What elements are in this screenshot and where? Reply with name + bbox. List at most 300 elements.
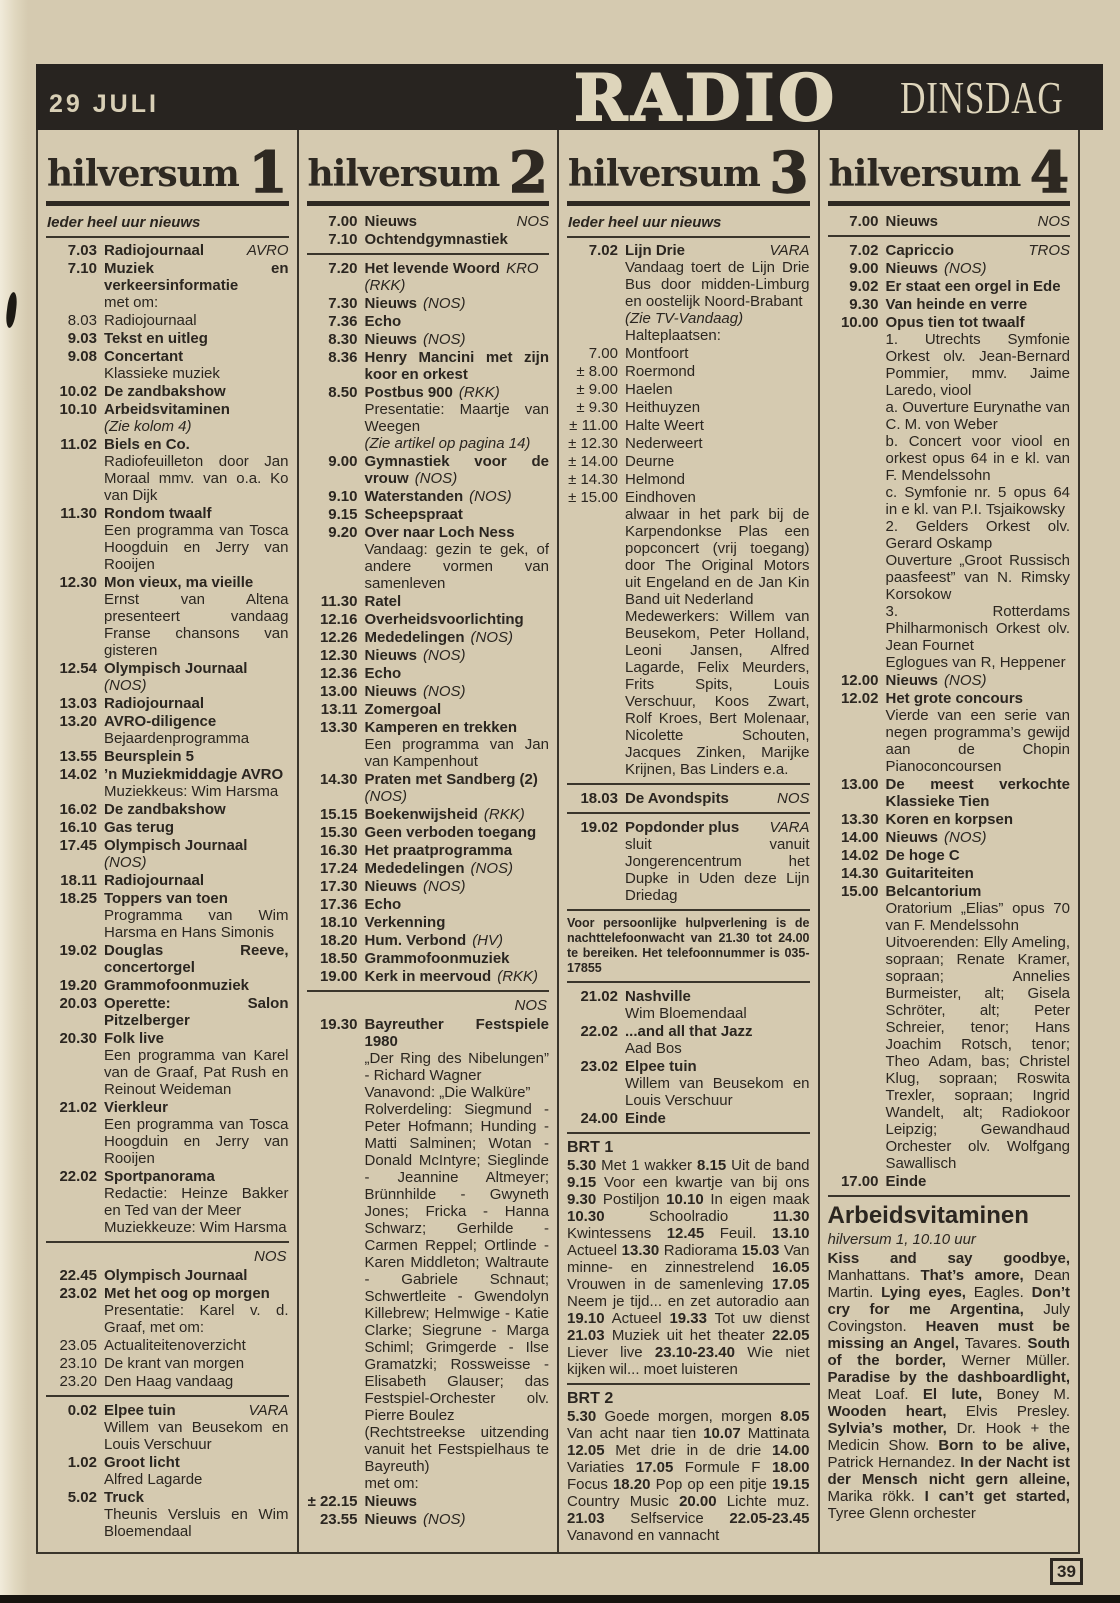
program-title: Popdonder plus bbox=[625, 819, 740, 836]
program-title-line bbox=[104, 505, 289, 522]
program-time: 18.20 bbox=[319, 932, 358, 949]
program-time: 9.20 bbox=[328, 524, 358, 541]
program-title: Nieuws bbox=[364, 1493, 418, 1510]
program-time: 9.15 bbox=[328, 506, 358, 523]
summary-text: Met drie in de drie bbox=[604, 1442, 772, 1459]
program-entry bbox=[567, 453, 810, 470]
program-title-line bbox=[625, 471, 810, 488]
program-title-line bbox=[365, 1493, 550, 1510]
program-entry bbox=[46, 348, 289, 382]
program-time: 18.50 bbox=[319, 950, 358, 967]
program-title-line bbox=[365, 647, 550, 664]
program-time: 18.11 bbox=[60, 872, 97, 889]
summary-text: Uit de band bbox=[726, 1157, 810, 1174]
channel-number: 3 bbox=[769, 140, 809, 206]
program-title: Kerk in meervoud bbox=[364, 968, 492, 985]
program-entry bbox=[567, 345, 810, 362]
program-title-line bbox=[365, 860, 550, 877]
program-entry bbox=[46, 1099, 289, 1167]
program-entry bbox=[46, 1337, 289, 1354]
program-source-note: (NOS) bbox=[423, 683, 466, 700]
program-title: Ochtendgymnastiek bbox=[364, 231, 508, 248]
broadcaster-tag: NOS bbox=[776, 790, 810, 807]
program-details bbox=[104, 890, 289, 941]
page-header bbox=[36, 61, 1103, 136]
program-time: 8.30 bbox=[328, 331, 358, 348]
program-entry bbox=[828, 278, 1071, 295]
summary-text: In eigen maak bbox=[703, 1191, 810, 1208]
program-time: 23.05 bbox=[59, 1337, 97, 1354]
program-details bbox=[104, 713, 289, 747]
program-title-line bbox=[365, 295, 550, 312]
program-title-line bbox=[886, 278, 1071, 295]
program-entry bbox=[307, 1493, 550, 1510]
program-title: Roermond bbox=[625, 363, 696, 380]
program-title: Koren en korpsen bbox=[885, 811, 1014, 828]
program-description: met om: bbox=[104, 294, 159, 311]
program-title-line bbox=[365, 1016, 550, 1050]
program-title: Nieuws bbox=[364, 295, 418, 312]
summary-time-or-title: 13.30 bbox=[621, 1242, 660, 1259]
program-description: Uitvoerenden: Elly Ameling, sopraan; Renate Kramer, sopraan; Annelies Burmeister, alt; Gisela Schröter, alt; Peter Schreier, tenor; Hans Joachim Rotsch, tenor; Theo Adam, bas; Christel Klug, sopraan; Roswita Trexler, sopraan; Ingrid Wandelt, alt; Radiokoor Leipzig; Gewandhaud Orchester olv. Wolfgang Sawallisch bbox=[885, 934, 1070, 1172]
program-entry bbox=[828, 213, 1071, 230]
program-details bbox=[104, 401, 289, 435]
program-details bbox=[886, 811, 1071, 828]
program-details bbox=[365, 313, 550, 330]
program-title-line bbox=[625, 1058, 810, 1075]
program-time: 0.02 bbox=[67, 1402, 97, 1419]
program-details bbox=[365, 1493, 550, 1510]
program-entry bbox=[46, 890, 289, 941]
program-details bbox=[104, 1373, 289, 1390]
program-title-line bbox=[104, 872, 289, 889]
summary-time-or-title: 23.10-23.40 bbox=[654, 1344, 735, 1361]
program-details bbox=[365, 719, 550, 770]
program-title: Het praatprogramma bbox=[364, 842, 513, 859]
program-description: Oratorium „Elias” opus 70 van F. Mendelssohn bbox=[885, 900, 1070, 934]
program-time: 9.30 bbox=[849, 296, 879, 313]
program-description: a. Ouverture Eurynathe van C. M. von Weber bbox=[885, 399, 1070, 433]
program-title-line bbox=[365, 824, 550, 841]
program-description: (NOS) bbox=[104, 854, 147, 871]
program-details bbox=[886, 314, 1071, 671]
program-title: Sportpanorama bbox=[104, 1168, 215, 1185]
program-source-note: (NOS) bbox=[423, 647, 466, 664]
summary-text: Pop op een pitje bbox=[650, 1476, 772, 1493]
program-time: 13.03 bbox=[59, 695, 97, 712]
program-time: ± 11.00 bbox=[569, 417, 618, 434]
summary-time-or-title: Don’t cry for me Argentina, bbox=[827, 1284, 1070, 1318]
program-title: Truck bbox=[104, 1489, 145, 1506]
program-details bbox=[886, 213, 1071, 230]
program-title-line bbox=[365, 611, 550, 628]
program-entry bbox=[567, 1110, 810, 1127]
summary-time-or-title: Kiss and say goodbye, bbox=[827, 1250, 1070, 1267]
program-details bbox=[365, 878, 550, 895]
program-description: Een programma van Tosca Hoogduin en Jerry van Rooijen bbox=[104, 1116, 289, 1167]
program-time: ± 22.15 bbox=[307, 1493, 358, 1510]
program-details bbox=[104, 1454, 289, 1488]
program-entry bbox=[567, 399, 810, 416]
program-title: Rondom twaalf bbox=[104, 505, 212, 522]
program-entry bbox=[46, 1168, 289, 1236]
program-title: Mededelingen bbox=[364, 860, 465, 877]
program-time: 1.02 bbox=[67, 1454, 97, 1471]
program-time: 16.10 bbox=[59, 819, 97, 836]
program-details bbox=[104, 1285, 289, 1336]
broadcaster-tag: TROS bbox=[1028, 242, 1070, 259]
program-description: Programma van Wim Harsma en Hans Simonis bbox=[104, 907, 289, 941]
program-source-note: (NOS) bbox=[423, 1511, 466, 1528]
program-entry bbox=[46, 1402, 289, 1453]
program-details bbox=[625, 988, 810, 1022]
program-time: 22.02 bbox=[59, 1168, 97, 1185]
program-title-line bbox=[104, 1454, 289, 1471]
program-entry bbox=[307, 1016, 550, 1492]
program-title: Eindhoven bbox=[625, 489, 696, 506]
program-time: 12.00 bbox=[840, 672, 879, 689]
program-time: 7.10 bbox=[328, 231, 358, 248]
program-time: 13.55 bbox=[59, 748, 97, 765]
summary-time-or-title: 17.05 bbox=[771, 1276, 810, 1293]
program-title-line bbox=[625, 489, 810, 506]
program-time: 23.55 bbox=[319, 1511, 358, 1528]
program-time: 23.02 bbox=[59, 1285, 97, 1302]
program-details bbox=[886, 776, 1071, 810]
summary-text: Dean Martin. bbox=[827, 1267, 1070, 1301]
program-time: 9.08 bbox=[67, 348, 97, 365]
program-entry bbox=[46, 401, 289, 435]
program-time: 19.20 bbox=[59, 977, 97, 994]
program-description: Willem van Beusekom en Louis Verschuur bbox=[625, 1075, 810, 1109]
program-entry bbox=[307, 806, 550, 823]
program-time: 23.20 bbox=[59, 1373, 97, 1390]
summary-text: Actueel bbox=[567, 1242, 622, 1259]
program-title: Toppers van toen bbox=[104, 890, 228, 907]
program-title-line bbox=[104, 977, 289, 994]
summary-text: July Covingston. bbox=[827, 1301, 1070, 1335]
channel-listing-hilversum-1 bbox=[46, 213, 289, 1541]
program-title-line bbox=[886, 213, 1071, 230]
broadcaster-tag: NOS bbox=[516, 213, 549, 230]
program-entry bbox=[828, 296, 1071, 313]
program-source-note: (NOS) bbox=[469, 488, 512, 505]
program-source-note: (NOS) bbox=[470, 629, 514, 646]
program-title: Nashville bbox=[625, 988, 691, 1005]
program-time: 7.20 bbox=[328, 260, 358, 277]
program-title-line bbox=[625, 790, 810, 807]
program-title: Boekenwijsheid bbox=[364, 806, 478, 823]
program-title-line bbox=[365, 896, 550, 913]
program-entry bbox=[46, 1373, 289, 1390]
program-title-line bbox=[886, 811, 1071, 828]
summary-time-or-title: 10.30 bbox=[567, 1208, 605, 1225]
program-details bbox=[365, 950, 550, 967]
program-source-note: (NOS) bbox=[423, 331, 466, 348]
program-entry bbox=[46, 330, 289, 347]
program-title-line bbox=[104, 766, 289, 783]
program-details bbox=[886, 1173, 1071, 1190]
program-title-line bbox=[365, 453, 550, 487]
summary-time-or-title: 18.00 bbox=[771, 1459, 810, 1476]
program-details bbox=[104, 1402, 289, 1453]
program-details bbox=[625, 363, 810, 380]
program-title: Ratel bbox=[364, 593, 402, 610]
program-details bbox=[104, 660, 289, 694]
broadcaster-tag: NOS bbox=[253, 1248, 287, 1265]
program-details bbox=[104, 312, 289, 329]
program-entry bbox=[46, 1355, 289, 1372]
program-title-line bbox=[104, 695, 289, 712]
summary-time-or-title: 10.10 bbox=[666, 1191, 704, 1208]
program-details bbox=[104, 1489, 289, 1540]
summary-time-or-title: El lute, bbox=[922, 1386, 983, 1403]
program-title: Waterstanden bbox=[364, 488, 464, 505]
program-time: ± 14.00 bbox=[568, 453, 618, 470]
program-title-line bbox=[104, 1337, 289, 1354]
program-time: 12.02 bbox=[840, 690, 879, 707]
summary-text: Werner Müller. bbox=[945, 1352, 1070, 1369]
program-details bbox=[625, 1058, 810, 1109]
broadcaster-tag: VARA bbox=[769, 242, 810, 259]
program-time: 7.02 bbox=[588, 242, 618, 259]
program-title: Radiojournaal bbox=[104, 872, 205, 889]
program-title: Arbeidsvitaminen bbox=[104, 401, 230, 418]
program-time: 8.50 bbox=[328, 384, 358, 401]
program-title-line bbox=[104, 1489, 289, 1506]
program-entry bbox=[46, 1267, 289, 1284]
program-entry bbox=[46, 837, 289, 871]
program-entry bbox=[46, 505, 289, 573]
program-title: Olympisch Journaal bbox=[104, 837, 248, 854]
program-entry bbox=[46, 1489, 289, 1540]
program-description: Een programma van Tosca Hoogduin en Jerry van Rooijen bbox=[104, 522, 289, 573]
program-details bbox=[625, 453, 810, 470]
program-source-note: (RKK) bbox=[458, 384, 500, 401]
program-details bbox=[625, 399, 810, 416]
program-details bbox=[104, 1355, 289, 1372]
program-details bbox=[365, 349, 550, 383]
program-title-line bbox=[104, 1402, 289, 1419]
summary-time-or-title: 9.30 bbox=[567, 1191, 597, 1208]
channel-header-hilversum-1 bbox=[46, 138, 289, 206]
program-entry bbox=[46, 1454, 289, 1488]
program-title: Olympisch Journaal bbox=[104, 1267, 248, 1284]
summary-text: Postiljon bbox=[596, 1191, 667, 1208]
summary-time-or-title: 12.05 bbox=[567, 1442, 605, 1459]
program-title: Einde bbox=[885, 1173, 927, 1190]
program-title: Met het oog op morgen bbox=[104, 1285, 270, 1302]
program-title-line bbox=[886, 260, 1071, 277]
summary-time-or-title: Born to be alive, bbox=[938, 1437, 1070, 1454]
program-title-line bbox=[104, 660, 289, 677]
channel-number: 1 bbox=[248, 140, 288, 206]
program-time: 16.02 bbox=[59, 801, 97, 818]
program-time: 13.00 bbox=[319, 683, 358, 700]
summary-text: Tavares. bbox=[959, 1335, 1028, 1352]
summary-time-or-title: 9.15 bbox=[567, 1174, 597, 1191]
page-left-margin bbox=[0, 0, 28, 1603]
program-title-line bbox=[104, 1030, 289, 1047]
program-details bbox=[365, 683, 550, 700]
summary-time-or-title: 11.30 bbox=[772, 1208, 810, 1225]
program-title-line bbox=[886, 865, 1071, 882]
program-description: Vandaag toert de Lijn Drie Bus door midden-Limburg en oostelijk Noord-Brabant bbox=[625, 259, 810, 310]
day-label: DINSDAG bbox=[899, 73, 1063, 123]
program-entry bbox=[46, 942, 289, 976]
program-title: Kamperen en trekken bbox=[364, 719, 518, 736]
program-time: 14.02 bbox=[840, 847, 879, 864]
program-time: 13.00 bbox=[840, 776, 879, 793]
channel-name: hilversum bbox=[828, 153, 1021, 195]
program-details bbox=[104, 695, 289, 712]
program-title: Gas terug bbox=[104, 819, 175, 836]
program-source-note: (NOS) bbox=[944, 672, 987, 689]
divider-rule bbox=[46, 1241, 289, 1243]
program-title: Tekst en uitleg bbox=[104, 330, 208, 347]
summary-time-or-title: 5.30 bbox=[567, 1408, 597, 1425]
program-description: (Zie kolom 4) bbox=[104, 418, 192, 435]
program-source-note: (RKK) bbox=[497, 968, 539, 985]
program-entry bbox=[828, 690, 1071, 775]
program-title-line bbox=[365, 878, 550, 895]
program-title: Nieuws bbox=[885, 829, 939, 846]
program-title-line bbox=[365, 313, 550, 330]
summary-text: Van minne- en zinnestrelend bbox=[567, 1242, 810, 1276]
channel-number: 4 bbox=[1030, 140, 1069, 206]
program-entry bbox=[307, 488, 550, 505]
summary-time-or-title: Sylvia’s mother, bbox=[827, 1420, 947, 1437]
program-title: Olympisch Journaal bbox=[104, 660, 248, 677]
program-title: Grammofoonmuziek bbox=[104, 977, 250, 994]
program-title-line bbox=[625, 435, 810, 452]
section-heading: BRT 1 bbox=[567, 1139, 614, 1156]
program-entry bbox=[46, 695, 289, 712]
program-entry bbox=[828, 829, 1071, 846]
program-title: Gymnastiek voor de vrouw bbox=[364, 453, 549, 487]
program-time: 20.03 bbox=[59, 995, 97, 1012]
program-title: Nieuws bbox=[364, 683, 418, 700]
divider-rule bbox=[567, 783, 810, 785]
summary-text: Dr. Hook + the Medicin Show. bbox=[827, 1420, 1070, 1454]
program-entry bbox=[307, 260, 550, 294]
program-title: Heithuyzen bbox=[625, 399, 701, 416]
program-entry bbox=[567, 1023, 810, 1057]
program-title-line bbox=[625, 363, 810, 380]
program-title-line bbox=[104, 260, 289, 294]
program-description: Aad Bos bbox=[625, 1040, 682, 1057]
program-details bbox=[104, 977, 289, 994]
program-title-line bbox=[365, 719, 550, 736]
program-title-line bbox=[104, 1285, 289, 1302]
program-entry bbox=[46, 383, 289, 400]
program-entry bbox=[46, 1030, 289, 1098]
program-entry bbox=[307, 968, 550, 985]
program-details bbox=[104, 748, 289, 765]
program-entry bbox=[828, 776, 1071, 810]
program-source-note: (NOS) bbox=[414, 470, 458, 487]
program-title-line bbox=[365, 524, 550, 541]
program-description: sluit vanuit Jongerencentrum het Dupke in Uden deze Lijn Driedag bbox=[625, 836, 810, 904]
program-details bbox=[886, 278, 1071, 295]
program-source-note: (NOS) bbox=[944, 260, 987, 277]
channel-header-hilversum-2 bbox=[307, 138, 550, 206]
program-details bbox=[365, 914, 550, 931]
channel-listing-hilversum-3 bbox=[567, 213, 810, 1544]
program-title: Overheidsvoorlichting bbox=[364, 611, 524, 628]
broadcaster-tag: AVRO bbox=[246, 242, 289, 259]
program-title: Einde bbox=[625, 1110, 666, 1127]
program-time: 8.36 bbox=[328, 349, 358, 366]
program-title: Vierkleur bbox=[104, 1099, 168, 1116]
helpline-note: Voor persoonlijke hulpverlening is de nachttelefoonwacht van 21.30 tot 24.00 te bereiken. Het telefoonnummer is 035-17855 bbox=[567, 916, 810, 975]
program-time: 9.00 bbox=[328, 453, 358, 470]
program-description: Rolverdeling: Siegmund - Peter Hofmann; Hunding - Matti Salminen; Wotan - Donald McIntyre; Sieglinde - Jeannine Altmeyer; Brünnhilde - Gwyneth Jones; Fricka - Hanna Schwarz; Gerhilde - Carmen Reppel; Ortlinde - Karen Middleton; Waltraute - Gabriele Schnaut; Schwertleite - Gwendolyn Killebrew; Helmwige - Katie Clarke; Siegrune - Marga Schiml; Grimgerde - Ilse Gramatzki; Rossweisse - Elisabeth Glauser; das Festspiel-Orchester olv. Pierre Boulez bbox=[364, 1101, 549, 1424]
program-description: c. Symfonie nr. 5 opus 64 in e kl. van P.I. Tsjaikowsky bbox=[885, 484, 1070, 518]
program-source-note: (HV) bbox=[472, 932, 504, 949]
program-time: 7.36 bbox=[328, 313, 358, 330]
program-title-line bbox=[365, 771, 550, 788]
program-description: Een programma van Karel van de Graaf, Pat Rush en Reinout Weideman bbox=[104, 1047, 289, 1098]
program-title-line bbox=[625, 453, 810, 470]
program-title: Er staat een orgel in Ede bbox=[885, 278, 1061, 295]
program-title-line bbox=[104, 1168, 289, 1185]
program-entry bbox=[307, 665, 550, 682]
program-entry bbox=[307, 506, 550, 523]
program-time: 14.30 bbox=[840, 865, 879, 882]
program-title-line bbox=[886, 242, 1071, 259]
program-entry bbox=[307, 331, 550, 348]
program-title-line bbox=[625, 988, 810, 1005]
summary-time-or-title: Paradise by the dashboardlight, bbox=[827, 1369, 1070, 1386]
program-entry bbox=[46, 260, 289, 311]
program-title: Bayreuther Festspiele 1980 bbox=[364, 1016, 549, 1050]
page-bottom-edge bbox=[0, 1595, 1120, 1603]
program-details bbox=[886, 296, 1071, 313]
summary-text: Kwintessens bbox=[567, 1225, 667, 1242]
summary-time-or-title: 22.05-23.45 bbox=[729, 1510, 810, 1527]
program-details bbox=[365, 771, 550, 805]
summary-text: Meat Loaf. bbox=[827, 1386, 923, 1403]
summary-text: Schoolradio bbox=[604, 1208, 773, 1225]
program-details bbox=[365, 842, 550, 859]
program-details bbox=[104, 574, 289, 659]
broadcaster-tag: VARA bbox=[769, 819, 810, 836]
program-entry bbox=[46, 574, 289, 659]
program-entry bbox=[828, 1173, 1071, 1190]
page-number: 39 bbox=[1050, 1558, 1083, 1585]
program-time: 5.02 bbox=[67, 1489, 97, 1506]
summary-time-or-title: Heaven must be missing an Angel, bbox=[827, 1318, 1070, 1352]
program-time: 12.26 bbox=[319, 629, 358, 646]
program-description: Theunis Versluis en Wim Bloemendaal bbox=[104, 1506, 289, 1540]
program-details bbox=[365, 1511, 550, 1528]
program-title: Muziek en verkeersinformatie bbox=[104, 260, 289, 294]
program-entry bbox=[567, 417, 810, 434]
program-title: Nieuws bbox=[885, 260, 939, 277]
program-entry bbox=[307, 349, 550, 383]
section-subtitle: hilversum 1, 10.10 uur bbox=[827, 1231, 976, 1248]
program-entry bbox=[567, 790, 810, 807]
program-entry bbox=[46, 660, 289, 694]
program-title-line bbox=[104, 748, 289, 765]
program-time: 9.02 bbox=[849, 278, 879, 295]
program-entry bbox=[46, 713, 289, 747]
program-entry bbox=[828, 847, 1071, 864]
program-details bbox=[625, 345, 810, 362]
program-title: Haelen bbox=[625, 381, 673, 398]
program-title-line bbox=[104, 819, 289, 836]
